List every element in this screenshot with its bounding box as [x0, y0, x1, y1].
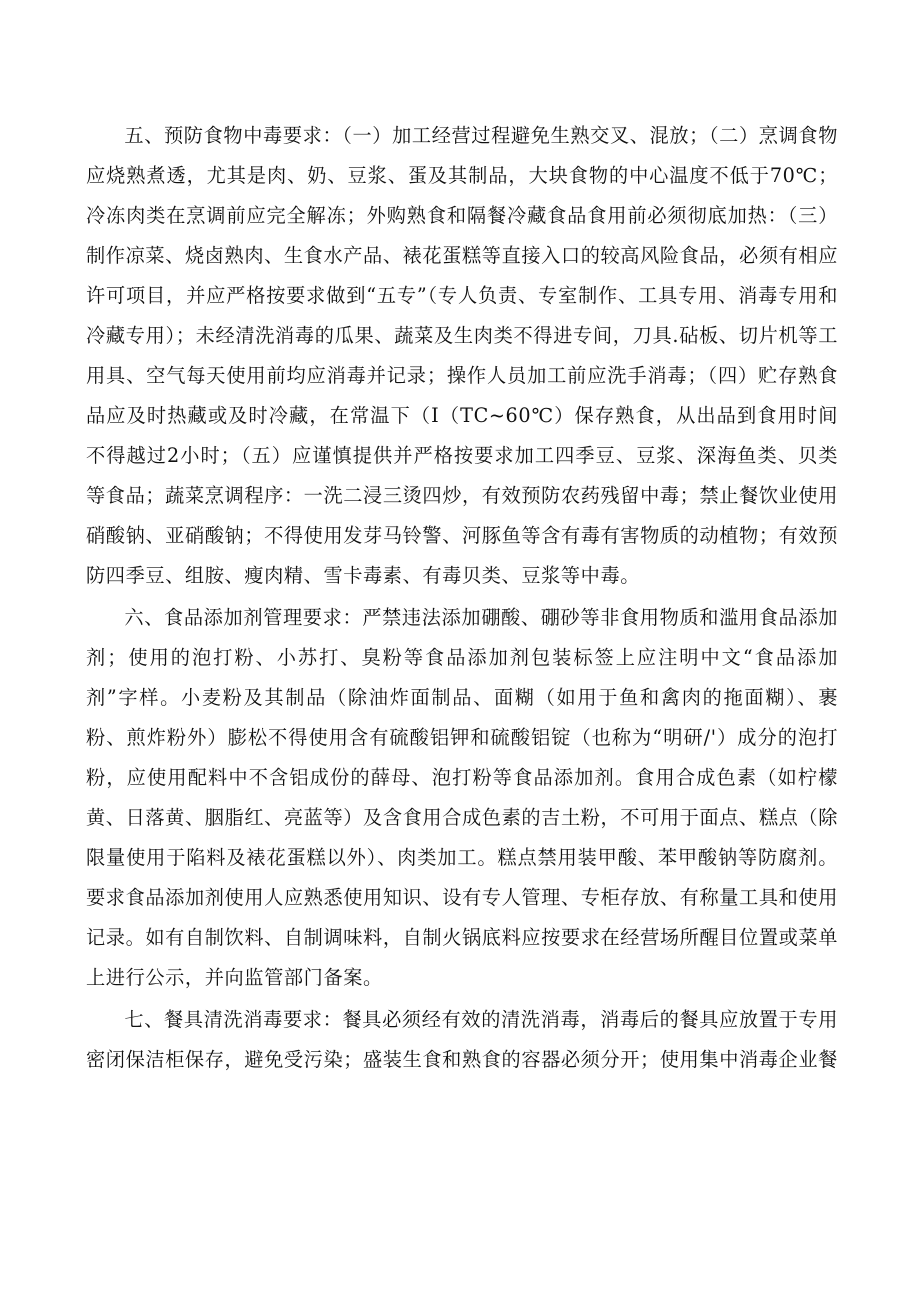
paragraph-food-poisoning-prevention: 五、预防食物中毒要求：（一）加工经营过程避免生熟交叉、混放；（二）烹调食物应烧熟煮透，尤其是肉、奶、豆浆、蛋及其制品，大块食物的中心温度不低于70℃；冷冻肉类在烹调前应完全解冻；外购熟食和隔餐冷藏食品食用前必须彻底加热：（三）制作凉菜、烧卤熟肉、生食水产品、裱花蛋糕等直接入口的较高风险食品，必须有相应许可项目，并应严格按要求做到“五专”（专人负责、专室制作、工具专用、消毒专用和冷藏专用）；未经清洗消毒的瓜果、蔬菜及生肉类不得进专间，刀具.砧板、切片机等工用具、空气每天使用前均应消毒并记录；操作人员加工前应洗手消毒；（四）贮存熟食品应及时热藏或及时冷藏，在常温下（I（TC~60℃）保存熟食，从出品到食用时间不得越过2小时；（五）应谨慎提供并严格按要求加工四季豆、豆浆、深海鱼类、贝类等食品；蔬菜烹调程序：一洗二浸三烫四炒，有效预防农药残留中毒；禁止餐饮业使用硝酸钠、亚硝酸钠；不得使用发芽马铃警、河豚鱼等含有毒有害物质的动植物；有效预防四季豆、组胺、瘦肉精、雪卡毒素、有毒贝类、豆浆等中毒。	[86, 124, 838, 587]
paragraph-food-additive-management: 六、食品添加剂管理要求：严禁违法添加硼酸、硼砂等非食用物质和滥用食品添加剂；使用的泡打粉、小苏打、臭粉等食品添加剂包装标签上应注明中文“食品添加剂”字样。小麦粉及其制品（除油炸面制品、面糊（如用于鱼和禽肉的拖面糊）、裹粉、煎炸粉外）膨松不得使用含有硫酸铝钾和硫酸铝锭（也称为“明研/'）成分的泡打粉，应使用配料中不含铝成份的薛母、泡打粉等食品添加剂。食用合成色素（如柠檬黄、日落黄、胭脂红、亮蓝等）及含食用合成色素的吉土粉，不可用于面点、糕点（除限量使用于陷料及裱花蛋糕以外）、肉类加工。糕点禁用装甲酸、苯甲酸钠等防腐剂。要求食品添加剂使用人应熟悉使用知识、设有专人管理、专柜存放、有称量工具和使用记录。如有自制饮料、自制调味料，自制火锅底料应按要求在经营场所醒目位置或菜单上进行公示，并向监管部门备案。	[86, 606, 838, 989]
paragraph-tableware-disinfection: 七、餐具清洗消毒要求：餐具必须经有效的清洗消毒，消毒后的餐具应放置于专用密闭保洁柜保存，避免受污染；盛装生食和熟食的容器必须分开；使用集中消毒企业餐	[86, 1008, 838, 1071]
document-body	[86, 116, 838, 1082]
